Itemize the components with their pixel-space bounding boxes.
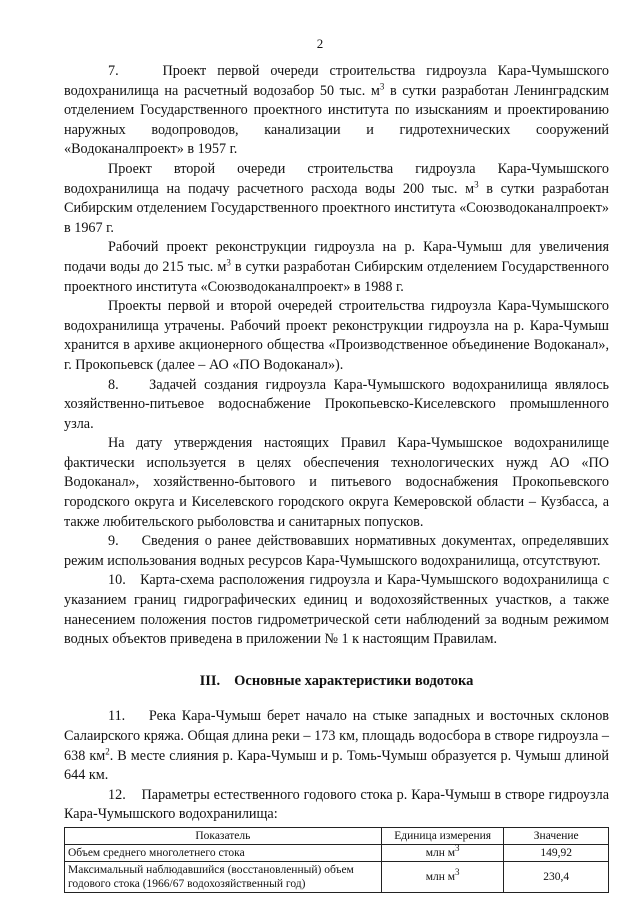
paragraph-9: 9. Сведения о ранее действовавших нормативных документах, определявших режим использования водных ресурсов Кара-Чумышского водохранилища, отсутствуют. xyxy=(64,533,609,569)
header-indicator: Показатель xyxy=(65,827,382,844)
paragraph-7-archive: Проекты первой и второй очередей строительства гидроузла Кара-Чумышского водохранилища утрачены. Рабочий проект реконструкции гидроузла на р. Кара-Чумыш хранится в архиве акционерного общества «Производственное объединение Водоканал», г. Прокопьевск (далее – АО «ПО Водоканал»). xyxy=(64,298,609,373)
page-number: 2 xyxy=(316,36,324,51)
cell-unit: млн $м^3$ xyxy=(381,861,504,892)
table-row xyxy=(65,861,609,892)
section-number: III. xyxy=(199,672,221,689)
paragraph-8-current-use: На дату утверждения настоящих Правил Кара-Чумышское водохранилище фактически используется в целях обеспечения технологических нужд АО «ПО Водоканал», хозяйственно-бытового и питьевого водоснабжения Прокопьевского городского округа и Киселевского городского округа Кемеровской области – Кузбасса, а также любительского рыболовства и санитарных попусков. xyxy=(64,435,609,530)
paragraph-7-second-stage: Проект второй очереди строительства гидроузла Кара-Чумышского водохранилища на подачу расчетного расхода воды 200 тыс. $м^3$ в сутки разработан Сибирским отделением Государственного проектного института «Союзводоканалпроект» в 1967 г. xyxy=(64,160,609,236)
header-unit: Единица измерения xyxy=(381,827,504,844)
cell-value: 149,92 xyxy=(504,844,609,861)
paragraph-10: 10. Карта-схема расположения гидроузла и Кара-Чумышского водохранилища с указанием границ гидрографических единиц и водохозяйственных участков, а также нанесением положения постов гидрометрической сети наблюдений за водным режимом водных объектов приведена в приложении № 1 к настоящим Правилам. xyxy=(64,572,609,648)
section-title: Основные характеристики водотока xyxy=(234,672,474,689)
table-row xyxy=(65,844,609,861)
document-body xyxy=(64,62,609,893)
paragraph-11: 11. Река Кара-Чумыш берет начало на стыке западных и восточных склонов Салаирского кряжа. Общая длина реки – 173 км, площадь водосбора в створе гидроузла – 638 $км^2$. В месте слияния р. Кара-Чумыш и р. Томь-Чумыш образуется р. Чумыш длиной 644 км. xyxy=(64,708,609,784)
table-header-row xyxy=(65,827,609,844)
paragraph-7-reconstruction: Рабочий проект реконструкции гидроузла на р. Кара-Чумыш для увеличения подачи воды до 215 тыс. $м^3$ в сутки разработан Сибирским отделением Государственного проектного института «Союзводоканалпроект» в 1988 г. xyxy=(64,239,609,295)
paragraph-7: 7. Проект первой очереди строительства гидроузла Кара-Чумышского водохранилища на расчетный водозабор 50 тыс. $м^3$ в сутки разработан Ленинградским отделением Государственного проектного института по изысканиям и проектированию наружных водопроводов, канализации и гидротехнических сооружений «Водоканалпроект» в 1957 г. xyxy=(64,63,609,158)
cell-unit: млн $м^3$ xyxy=(381,844,504,861)
cell-indicator: Максимальный наблюдавшийся (восстановленный) объем годового стока (1966/67 водохозяйственный год) xyxy=(65,861,382,892)
header-value: Значение xyxy=(504,827,609,844)
paragraph-8: 8. Задачей создания гидроузла Кара-Чумышского водохранилища являлось хозяйственно-питьевое водоснабжение Прокопьевско-Киселевского промышленного узла. xyxy=(64,376,609,432)
cell-value: 230,4 xyxy=(504,861,609,892)
section-heading xyxy=(64,672,609,692)
paragraph-12: 12. Параметры естественного годового стока р. Кара-Чумыш в створе гидроузла Кара-Чумышского водохранилища: xyxy=(64,786,609,823)
cell-indicator: Объем среднего многолетнего стока xyxy=(65,844,382,861)
runoff-parameters-table xyxy=(64,827,609,893)
